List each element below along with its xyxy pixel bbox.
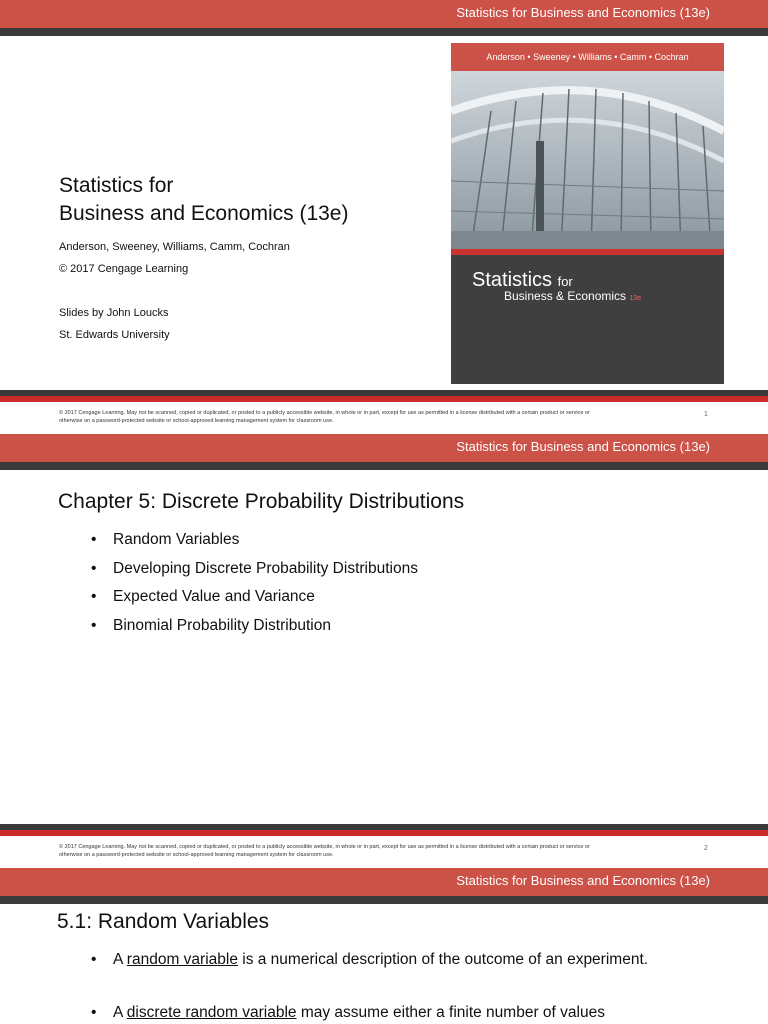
list-item-label: Expected Value and Variance	[113, 588, 315, 605]
footer-copyright	[59, 409, 659, 425]
cover-title-main: Statistics	[472, 269, 553, 291]
definition-bullet-2	[91, 1002, 673, 1024]
list-item	[91, 587, 418, 616]
cover-edition: 13e	[629, 295, 642, 302]
bullet-icon: •	[91, 951, 97, 968]
bullet-icon: •	[91, 616, 97, 634]
book-cover	[451, 43, 724, 384]
list-item-label: Random Variables	[113, 531, 240, 548]
authors: Anderson, Sweeney, Williams, Camm, Cochran	[59, 241, 290, 253]
cover-authors: Anderson • Sweeney • Williams • Camm • Cochran	[486, 52, 689, 62]
deck-title-line1: Statistics for	[59, 174, 174, 197]
slide-3	[0, 868, 768, 1024]
slide-1	[0, 0, 768, 434]
cover-architecture-image	[451, 71, 724, 249]
definition-text-1: A random variable is a numerical description of the outcome of an experiment.	[113, 951, 649, 968]
slides-by: Slides by John Loucks	[59, 307, 169, 319]
list-item	[91, 616, 418, 645]
bullet-icon: •	[91, 1004, 97, 1021]
footer-accent	[0, 396, 768, 402]
slide-2	[0, 434, 768, 868]
cover-red-stripe	[451, 249, 724, 255]
term-random-variable: random variable	[126, 951, 238, 968]
slide-header-bar	[0, 0, 768, 28]
university: St. Edwards University	[59, 329, 170, 341]
header-divider	[0, 462, 768, 470]
header-title: Statistics for Business and Economics (13e)	[456, 439, 710, 454]
term-discrete-random-variable: discrete random variable	[126, 1004, 297, 1021]
cover-title-sub: Business & Economics	[504, 289, 627, 303]
definition-text-2: A discrete random variable may assume either a finite number of values	[113, 1004, 605, 1021]
cover-title-for: for	[557, 274, 573, 289]
topic-list	[91, 530, 418, 644]
header-title: Statistics for Business and Economics (13e)	[456, 5, 710, 20]
copyright: © 2017 Cengage Learning	[59, 263, 189, 275]
list-item	[91, 530, 418, 559]
bullet-icon: •	[91, 531, 97, 548]
slide-header-bar	[0, 868, 768, 896]
section-title: 5.1: Random Variables	[57, 910, 270, 933]
definition-bullet-1	[91, 949, 673, 971]
header-divider	[0, 28, 768, 36]
cover-subtitle	[504, 289, 641, 303]
header-title: Statistics for Business and Economics (13e)	[456, 873, 710, 888]
list-item-label: Binomial Probability Distribution	[113, 616, 331, 634]
footer-line-1: © 2017 Cengage Learning. May not be scanned, copied or duplicated, or posted to a publicly accessible website, in whole or in part, except for use as permitted in a license distributed with a certain product or service or	[59, 844, 590, 850]
deck-title	[59, 172, 348, 228]
deck-title-line2: Business and Economics (13e)	[59, 202, 349, 225]
header-divider	[0, 896, 768, 904]
list-item	[91, 559, 418, 588]
footer-line-1: © 2017 Cengage Learning. May not be scanned, copied or duplicated, or posted to a publicly accessible website, in whole or in part, except for use as permitted in a license distributed with a certain product or service or	[59, 410, 590, 416]
slide-header-bar	[0, 434, 768, 462]
page-number: 1	[704, 411, 708, 418]
footer-copyright	[59, 843, 659, 859]
footer-line-2: otherwise on a password-protected website or school-approved learning management system for classroom use.	[59, 418, 334, 424]
bullet-icon: •	[91, 559, 97, 577]
list-item-label: Developing Discrete Probability Distributions	[113, 559, 418, 577]
footer-line-2: otherwise on a password-protected website or school-approved learning management system for classroom use.	[59, 852, 334, 858]
chapter-title: Chapter 5: Discrete Probability Distributions	[58, 490, 465, 513]
page-number: 2	[704, 845, 708, 852]
footer-accent	[0, 830, 768, 836]
bullet-icon: •	[91, 588, 97, 605]
